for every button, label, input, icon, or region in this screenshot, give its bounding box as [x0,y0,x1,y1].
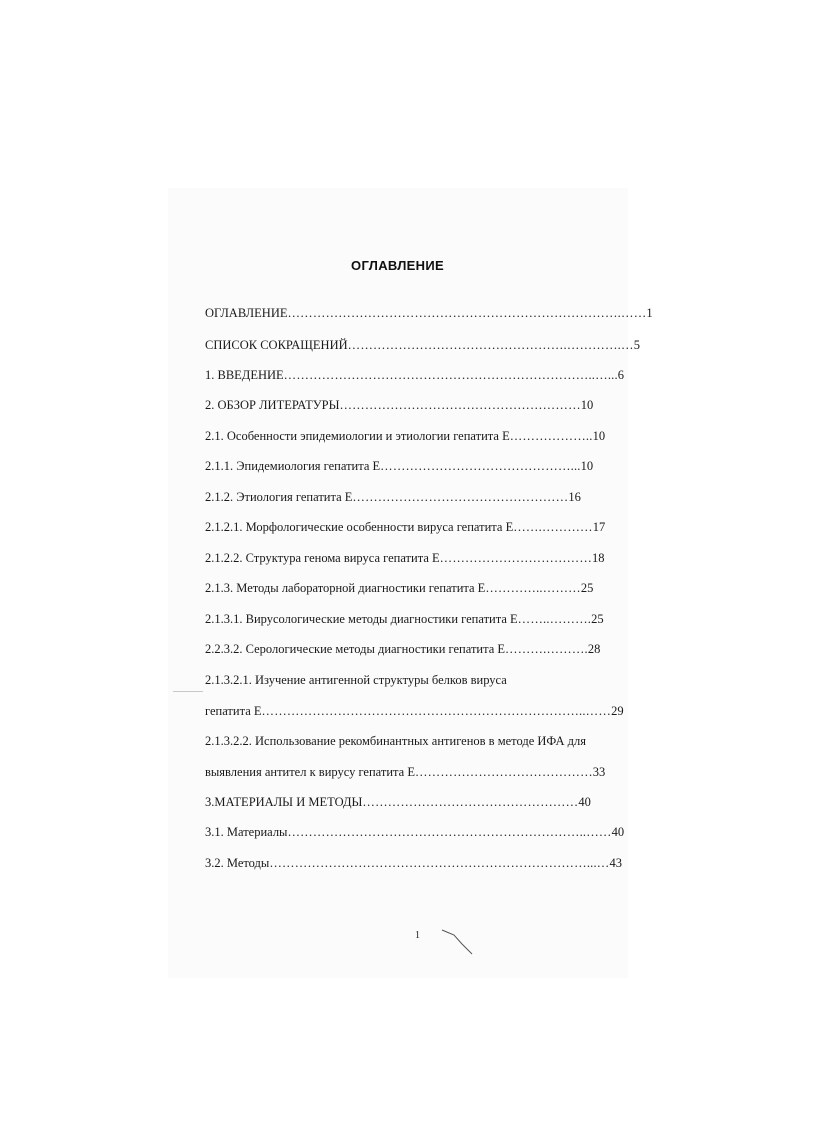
toc-leader: …….………… [513,520,593,534]
toc-entry-title: 2.1.3.1. Вирусологические методы диагностики гепатита Е [205,612,518,626]
toc-leader: ……………………………… [439,551,593,565]
toc-leader: ………………………………………………… [339,398,581,412]
toc-entry-title: 2.1.2. Этиология гепатита Е [205,490,353,504]
toc-leader: …………………………………………… [362,795,579,809]
toc-entry-page: 10 [580,459,594,473]
scan-artifact [173,691,203,692]
toc-entry [205,825,628,843]
toc-entry-title: СПИСОК СОКРАЩЕНИЙ [205,338,348,352]
toc-entry [205,398,628,416]
toc-entry [205,704,628,722]
toc-entry [205,612,628,630]
toc-leader: …………………………………………………………………...… [269,856,610,870]
toc-leader: …………………………………………… [352,490,569,504]
toc-leader: ………………………………………... [380,459,581,473]
toc-entry-title: 3.МАТЕРИАЛЫ И МЕТОДЫ [205,795,363,809]
toc-entry [205,551,628,569]
pen-mark [440,926,476,958]
toc-entry-title: выявления антител к вирусу гепатита Е [205,765,415,779]
toc-leader: ………………………………………………………………..…... [283,368,618,382]
toc-entry [205,459,628,477]
toc-entry-title: гепатита Е [205,704,262,718]
toc-entry-title: ОГЛАВЛЕНИЕ [205,306,288,320]
toc-entry [205,642,628,660]
toc-entry-title: 3.1. Материалы [205,825,288,839]
toc-leader: …………………………………………………………………..…… [261,704,612,718]
toc-entry [205,490,628,508]
toc-entry [205,734,628,752]
toc-entry-title: 3.2. Методы [205,856,270,870]
toc-entry-title: 2.1.2.1. Морфологические особенности вируса гепатита Е [205,520,514,534]
toc-entry [205,795,628,813]
toc-entry-page: 25 [580,581,594,595]
toc-entry-title: 1. ВВЕДЕНИЕ [205,368,284,382]
toc-entry-page: 40 [611,825,625,839]
toc-entry [205,368,628,386]
toc-entry-title: 2.1.1. Эпидемиология гепатита Е [205,459,381,473]
toc-entry-page: 5 [633,338,640,352]
toc-entry-page: 16 [568,490,581,504]
toc-leader: …………..……… [485,581,581,595]
toc-entry-page: 1 [646,306,653,320]
toc-entry-page: 43 [609,856,623,870]
toc-entry-title: 2.1.3.2.1. Изучение антигенной структуры белков вируса [205,673,507,687]
toc-entry-page: 28 [587,642,601,656]
toc-entry [205,856,628,874]
toc-entry [205,520,628,538]
page-title: ОГЛАВЛЕНИЕ [351,258,444,273]
toc-entry-page: 33 [592,765,606,779]
toc-entry [205,429,628,447]
toc-leader: ……..………. [517,612,592,626]
toc-leader: …………………………………………….………….… [347,338,634,352]
toc-entry-page: 29 [611,704,624,718]
toc-entry-title: 2.1. Особенности эпидемиологии и этиологии гепатита Е [205,429,510,443]
toc-entry-page: 40 [578,795,591,809]
toc-entry [205,673,628,691]
toc-entry [205,581,628,599]
toc-entry [205,338,640,356]
toc-leader: …………………………………… [414,765,593,779]
toc-entry-page: 17 [592,520,606,534]
toc-entry-page: 25 [591,612,604,626]
toc-entry-title: 2.1.3. Методы лабораторной диагностики гепатита Е [205,581,486,595]
toc-entry-page: 10 [592,429,606,443]
toc-entry [205,765,628,783]
toc-leader: ……………………………………………………………..…… [287,825,612,839]
toc-leader: …………………………………………………………………….…… [287,306,647,320]
toc-entry-page: 6 [617,368,625,382]
toc-entry-title: 2. ОБЗОР ЛИТЕРАТУРЫ [205,398,340,412]
toc-entry-page: 10 [580,398,594,412]
toc-entry-title: 2.1.3.2.2. Использование рекомбинантных антигенов в методе ИФА для [205,734,586,748]
toc-entry-title: 2.2.3.2. Серологические методы диагностики гепатита Е [205,642,506,656]
page-number: 1 [415,930,420,941]
toc-entry-title: 2.1.2.2. Структура генома вируса гепатита Е [205,551,440,565]
toc-leader: ……………….. [509,429,593,443]
toc-entry [205,306,653,324]
toc-leader: ……….………. [505,642,588,656]
toc-entry-page: 18 [592,551,605,565]
